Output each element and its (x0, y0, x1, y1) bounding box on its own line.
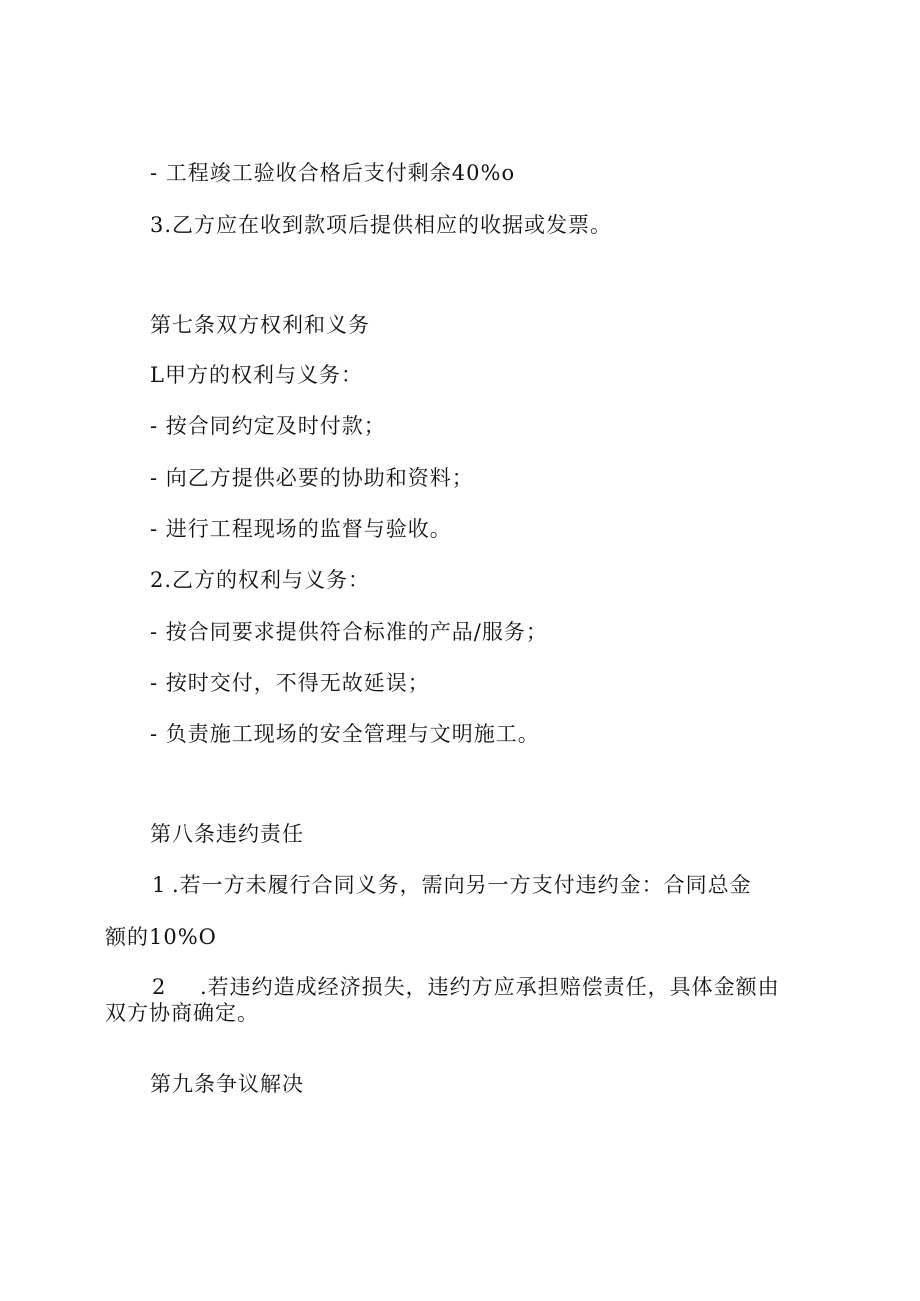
party-b-item: - 负责施工现场的安全管理与文明施工。 (150, 722, 540, 746)
party-b-heading: 2.乙方的权利与义务： (150, 568, 371, 592)
party-a-item: - 向乙方提供必要的协助和资料； (150, 466, 474, 490)
breach-clause-1-number: 1 (152, 873, 167, 897)
party-b-item: - 按时交付，不得无故延误； (150, 671, 430, 695)
breach-clause-2-continuation: 双方协商确定。 (105, 1001, 259, 1025)
party-a-heading: L甲方的权利与义务： (150, 363, 363, 387)
payment-receipt-clause: 3.乙方应在收到款项后提供相应的收据或发票。 (150, 213, 613, 237)
article8-title: 第八条违约责任 (150, 822, 304, 846)
party-a-item: - 进行工程现场的监督与验收。 (150, 517, 452, 541)
article7-title: 第七条双方权利和义务 (150, 313, 370, 337)
breach-clause-1-text: .若一方未履行合同义务，需向另一方支付违约金：合同总金 (172, 873, 752, 897)
party-a-item: - 按合同约定及时付款； (150, 414, 386, 438)
article9-title: 第九条争议解决 (150, 1072, 304, 1096)
breach-clause-2-number: 2 (152, 975, 167, 999)
payment-final-clause: - 工程竣工验收合格后支付剩余40%o (150, 161, 516, 185)
breach-clause-2-text: .若违约造成经济损失，违约方应承担赔偿责任，具体金额由 (200, 975, 780, 999)
party-b-item: - 按合同要求提供符合标准的产品/服务； (150, 620, 548, 644)
breach-clause-1-continuation: 额的10%O (105, 925, 217, 949)
